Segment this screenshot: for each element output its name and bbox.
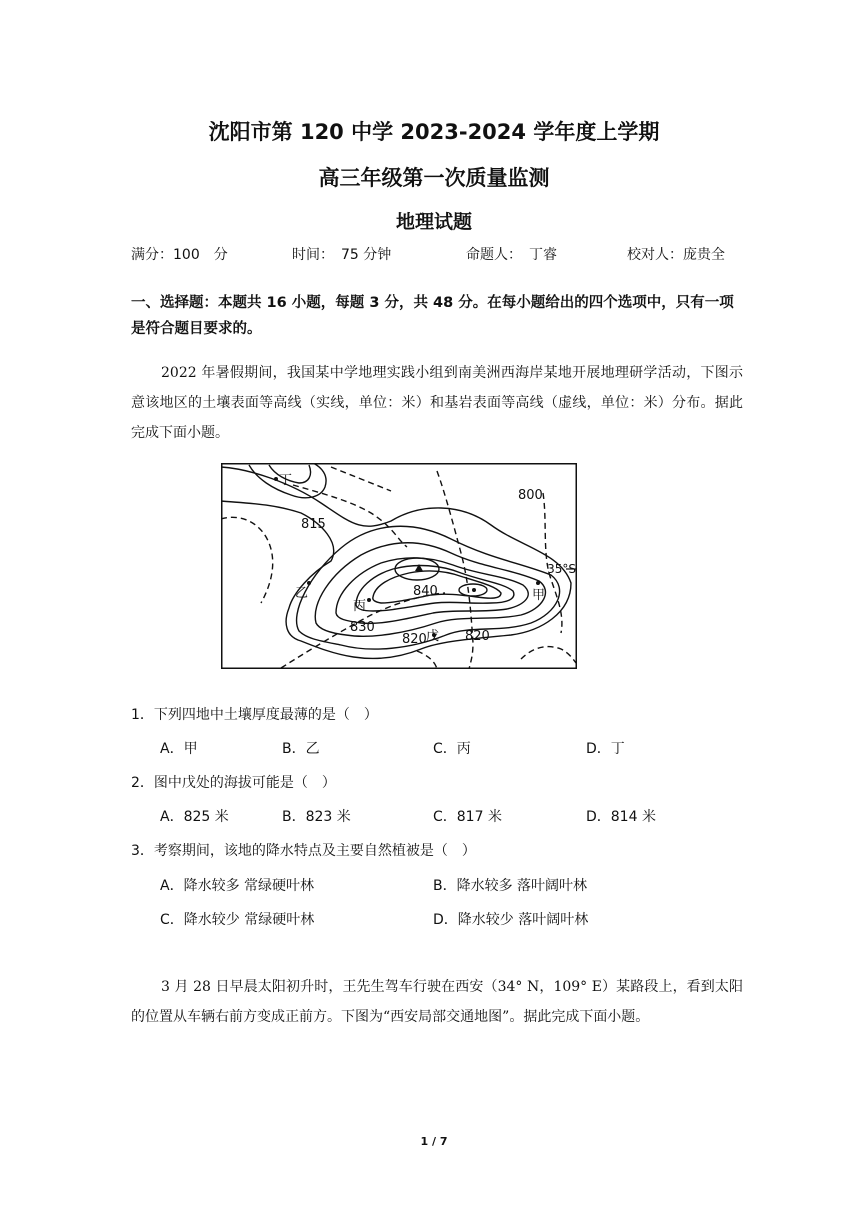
full-score: 满分：100 分: [131, 247, 228, 263]
point-ding: [274, 477, 278, 481]
exam-time: 时间： 75 分钟: [292, 247, 392, 263]
question-1-stem: 1．下列四地中土壤厚度最薄的是（ ）: [131, 707, 378, 723]
point-jia: [536, 581, 540, 585]
point-yi: [307, 581, 311, 585]
contour-map: [221, 463, 577, 669]
passage-1-text: 2022 年暑假期间，我国某中学地理实践小组到南美洲西海岸某地开展地理研学活动，下图示意该地区的土壤表面等高线（实线，单位：米）和基岩表面等高线（虚线，单位：米）分布。据此完成下面小题。: [131, 365, 743, 441]
passage-2-text: 3 月 28 日早晨太阳初升时，王先生驾车行驶在西安（34° N，109° E）某路段上，看到太阳的位置从车辆右前方变成正前方。下图为“西安局部交通地图”。据此完成下面小题。: [131, 979, 743, 1025]
question-2-option-a[interactable]: A．825 米: [160, 809, 229, 825]
question-2-option-d[interactable]: D．814 米: [586, 809, 656, 825]
label-830: 830: [350, 620, 375, 635]
bedrock-contour-2: [293, 485, 407, 547]
peak-point-east: [472, 588, 476, 592]
question-2-option-c[interactable]: C．817 米: [433, 809, 502, 825]
label-wu: 戊: [426, 629, 440, 644]
question-1-option-d[interactable]: D．丁: [586, 741, 625, 757]
question-3-stem: 3．考察期间，该地的降水特点及主要自然植被是（ ）: [131, 843, 476, 859]
exam-title-subject: 地理试题: [395, 211, 472, 233]
question-3-option-b[interactable]: B．降水较多 落叶阔叶林: [433, 878, 588, 894]
question-2-stem: 2．图中戊处的海拔可能是（ ）: [131, 775, 336, 791]
exam-title-school: 沈阳市第 120 中学 2023-2024 学年度上学期: [208, 120, 660, 144]
bedrock-contour-8: [331, 467, 391, 491]
page-number: 1 / 7: [420, 1135, 448, 1148]
question-3-option-d[interactable]: D．降水较少 落叶阔叶林: [433, 912, 589, 928]
label-800: 800: [518, 488, 543, 503]
point-bing: [367, 598, 371, 602]
label-ding: 丁: [279, 473, 293, 488]
exam-proofreader: 校对人：庞贵全: [627, 247, 725, 263]
label-latitude: 35°S: [547, 562, 576, 576]
question-1-option-b[interactable]: B．乙: [282, 741, 320, 757]
label-820-west: 820: [402, 632, 427, 647]
passage-2: [131, 972, 743, 1032]
bedrock-contour-7: [417, 651, 437, 669]
exam-author: 命题人： 丁睿: [466, 247, 557, 263]
question-3-option-c[interactable]: C．降水较少 常绿硬叶林: [160, 912, 315, 928]
label-jia: 甲: [532, 588, 546, 603]
bedrock-contour-1: [221, 517, 273, 603]
label-yi: 乙: [295, 586, 309, 601]
label-820-east: 820: [465, 629, 490, 644]
question-1-option-c[interactable]: C．丙: [433, 741, 471, 757]
label-bing: 丙: [353, 599, 367, 614]
label-840: 840: [413, 584, 438, 599]
exam-title-grade: 高三年级第一次质量监测: [318, 166, 550, 190]
label-815: 815: [301, 517, 326, 532]
question-3-option-a[interactable]: A．降水较多 常绿硬叶林: [160, 878, 315, 894]
passage-1: [131, 358, 743, 448]
bedrock-contour-6: [521, 647, 576, 663]
question-2-option-b[interactable]: B．823 米: [282, 809, 351, 825]
section-instructions: 一、选择题：本题共 16 小题，每题 3 分，共 48 分。在每小题给出的四个选项中，只有一项是符合题目要求的。: [131, 295, 734, 337]
question-1-option-a[interactable]: A．甲: [160, 741, 198, 757]
